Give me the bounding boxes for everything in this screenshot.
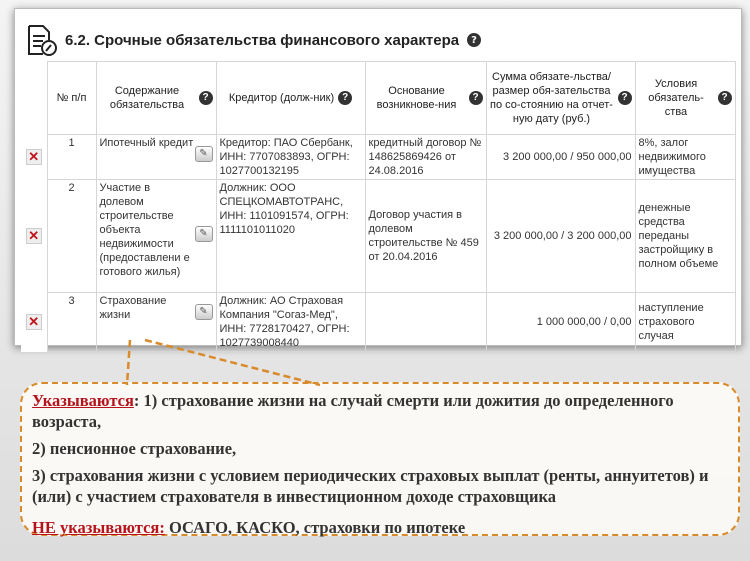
cell-terms: наступление страхового случая: [635, 293, 735, 352]
delete-icon[interactable]: ✕: [26, 228, 42, 244]
included-label: Указываются: [32, 391, 134, 410]
edit-icon[interactable]: ✎: [195, 304, 213, 320]
cell-amount: 3 200 000,00 / 3 200 000,00: [486, 180, 635, 293]
cell-creditor: Должник: АО Страховая Компания "Согаз-Мед", ИНН: 7728170427, ОГРН: 1027739008440: [216, 293, 365, 352]
help-icon[interactable]: ?: [467, 33, 481, 47]
cell-num: 3: [47, 293, 96, 352]
cell-content: ✎ Участие в долевом строительстве объекта недвижимости (предоставлени е готового жилья): [96, 180, 216, 293]
help-icon[interactable]: ?: [469, 91, 483, 105]
cell-num: 1: [47, 135, 96, 180]
help-icon[interactable]: ?: [718, 91, 732, 105]
edit-icon[interactable]: ✎: [195, 226, 213, 242]
header-content: Содержание обязательства ?: [96, 62, 216, 135]
header-terms: Условия обязатель-ства ?: [635, 62, 735, 135]
excluded-label: НЕ указываются:: [32, 518, 165, 537]
included-item-3: 3) страхования жизни с условием периодических страховых выплат (ренты, аннуитетов) и (или) с участием страхователя в инвестиционном доходе страховщика: [32, 466, 709, 506]
help-icon[interactable]: ?: [199, 91, 213, 105]
cell-basis: Договор участия в долевом строительстве № 459 от 20.04.2016: [365, 180, 486, 293]
cell-terms: денежные средства переданы застройщику в полном объеме: [635, 180, 735, 293]
help-icon[interactable]: ?: [618, 91, 632, 105]
excluded-text: ОСАГО, КАСКО, страховки по ипотеке: [164, 518, 466, 537]
help-icon[interactable]: ?: [338, 91, 352, 105]
header-amount: Сумма обязате-льства/размер обя-зательства по со-стоянию на отчет-ную дату (руб.) ?: [486, 62, 635, 135]
included-item-1: : 1) страхование жизни на случай смерти или дожития до определенного возраста,: [32, 391, 674, 431]
cell-num: 2: [47, 180, 96, 293]
cell-amount: 3 200 000,00 / 950 000,00: [486, 135, 635, 180]
cell-content: ✎ Ипотечный кредит: [96, 135, 216, 180]
delete-icon[interactable]: ✕: [26, 149, 42, 165]
cell-terms: 8%, залог недвижимого имущества: [635, 135, 735, 180]
cell-basis: кредитный договор № 148625869426 от 24.08.2016: [365, 135, 486, 180]
delete-icon[interactable]: ✕: [26, 314, 42, 330]
header-creditor: Кредитор (долж-ник) ?: [216, 62, 365, 135]
header-basis: Основание возникнове-ния ?: [365, 62, 486, 135]
section-title: 6.2. Срочные обязательства финансового характера: [65, 31, 460, 49]
cell-creditor: Кредитор: ПАО Сбербанк, ИНН: 7707083893, ОГРН: 1027700132195: [216, 135, 365, 180]
cell-amount: 1 000 000,00 / 0,00: [486, 293, 635, 352]
included-item-2: 2) пенсионное страхование,: [32, 439, 237, 458]
edit-icon[interactable]: ✎: [195, 146, 213, 162]
header-num: № п/п: [47, 62, 96, 135]
cell-content: ✎ Страхование жизни: [96, 293, 216, 352]
cell-creditor: Должник: ООО СПЕЦКОМАВТОТРАНС, ИНН: 1101091574, ОГРН: 1111101011020: [216, 180, 365, 293]
